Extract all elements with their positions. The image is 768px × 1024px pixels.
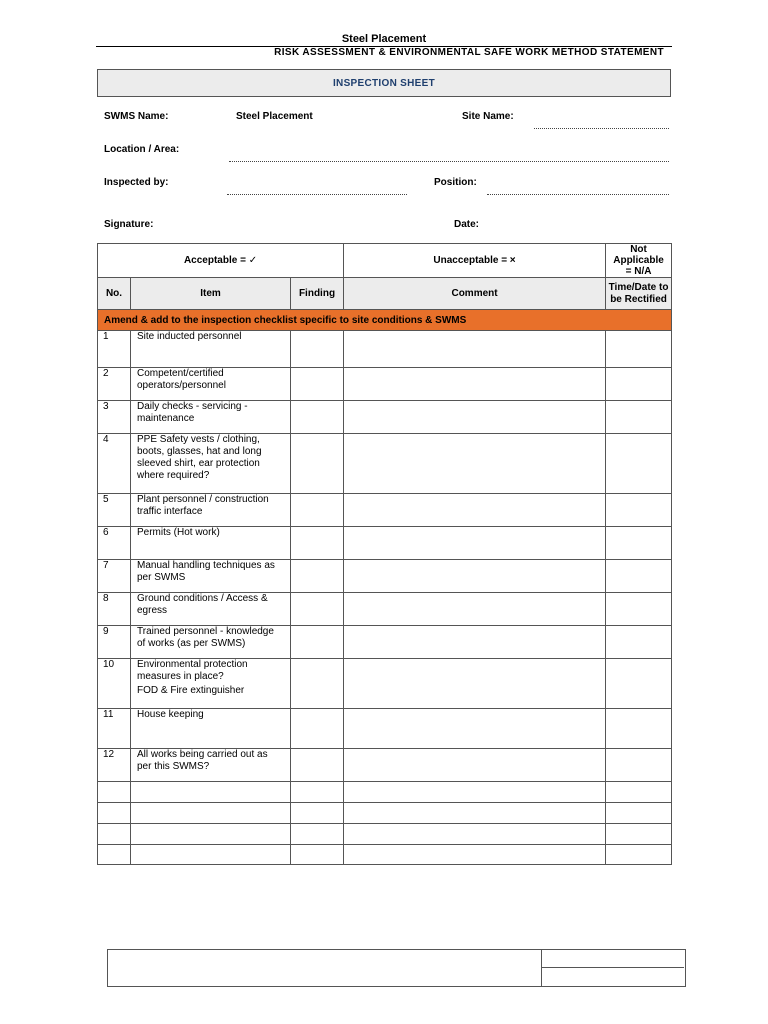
position-label: Position: xyxy=(434,177,477,188)
finding-cell[interactable] xyxy=(291,527,344,560)
swms-name-value[interactable]: Steel Placement xyxy=(236,111,313,122)
comment-cell[interactable] xyxy=(344,593,606,626)
row-item xyxy=(131,824,291,845)
comment-cell[interactable] xyxy=(344,709,606,749)
time-date-cell[interactable] xyxy=(606,626,672,659)
time-date-cell[interactable] xyxy=(606,527,672,560)
row-item xyxy=(131,527,291,560)
table-row xyxy=(98,494,672,527)
row-number xyxy=(98,845,131,865)
finding-cell[interactable] xyxy=(291,593,344,626)
table-row xyxy=(98,749,672,782)
finding-cell[interactable] xyxy=(291,494,344,527)
table-row xyxy=(98,368,672,401)
legend-row xyxy=(98,244,672,278)
row-number: 10 xyxy=(98,659,131,709)
row-number: 12 xyxy=(98,749,131,782)
row-item-text: House keeping xyxy=(137,709,204,720)
finding-cell[interactable] xyxy=(291,709,344,749)
location-field[interactable] xyxy=(229,161,669,162)
row-item-text: Permits (Hot work) xyxy=(137,527,220,538)
comment-cell[interactable] xyxy=(344,803,606,824)
time-date-cell[interactable] xyxy=(606,331,672,368)
footer-box xyxy=(107,949,686,987)
inspected-by-field[interactable] xyxy=(227,194,407,195)
finding-cell[interactable] xyxy=(291,434,344,494)
row-number: 2 xyxy=(98,368,131,401)
row-number: 6 xyxy=(98,527,131,560)
column-header-row xyxy=(98,278,672,310)
comment-cell[interactable] xyxy=(344,368,606,401)
date-label: Date: xyxy=(454,219,480,230)
amend-note-row xyxy=(98,310,672,331)
time-date-cell[interactable] xyxy=(606,401,672,434)
time-date-cell[interactable] xyxy=(606,368,672,401)
time-date-cell[interactable] xyxy=(606,749,672,782)
comment-cell[interactable] xyxy=(344,845,606,865)
legend-unacceptable: Unacceptable = × xyxy=(344,244,606,278)
comment-cell[interactable] xyxy=(344,401,606,434)
document-title: Steel Placement xyxy=(341,33,427,45)
row-item-text: Competent/certified operators/personnel xyxy=(137,368,226,391)
finding-cell[interactable] xyxy=(291,626,344,659)
finding-cell[interactable] xyxy=(291,368,344,401)
comment-cell[interactable] xyxy=(344,824,606,845)
swms-name-label: SWMS Name: xyxy=(104,111,169,122)
time-date-cell[interactable] xyxy=(606,494,672,527)
amend-note: Amend & add to the inspection checklist specific to site conditions & SWMS xyxy=(98,310,672,331)
table-row xyxy=(98,560,672,593)
comment-cell[interactable] xyxy=(344,626,606,659)
row-item xyxy=(131,782,291,803)
table-row xyxy=(98,709,672,749)
footer-divider xyxy=(541,949,542,987)
table-row xyxy=(98,401,672,434)
site-name-field[interactable] xyxy=(534,128,669,129)
row-number: 9 xyxy=(98,626,131,659)
comment-cell[interactable] xyxy=(344,494,606,527)
finding-cell[interactable] xyxy=(291,845,344,865)
table-row xyxy=(98,434,672,494)
inspection-sheet-banner: INSPECTION SHEET xyxy=(97,69,671,97)
row-number xyxy=(98,782,131,803)
comment-cell[interactable] xyxy=(344,749,606,782)
comment-cell[interactable] xyxy=(344,659,606,709)
signature-label: Signature: xyxy=(104,219,154,230)
legend-acceptable: Acceptable = ✓ xyxy=(98,244,344,278)
col-header-item: Item xyxy=(131,278,291,310)
finding-cell[interactable] xyxy=(291,824,344,845)
finding-cell[interactable] xyxy=(291,803,344,824)
finding-cell[interactable] xyxy=(291,749,344,782)
row-item xyxy=(131,749,291,782)
empty-row xyxy=(98,782,672,803)
row-item xyxy=(131,659,291,709)
row-item xyxy=(131,709,291,749)
row-item xyxy=(131,626,291,659)
table-row xyxy=(98,593,672,626)
time-date-cell[interactable] xyxy=(606,560,672,593)
time-date-cell[interactable] xyxy=(606,434,672,494)
row-number: 7 xyxy=(98,560,131,593)
table-row xyxy=(98,659,672,709)
row-item xyxy=(131,560,291,593)
row-number: 8 xyxy=(98,593,131,626)
row-number: 11 xyxy=(98,709,131,749)
comment-cell[interactable] xyxy=(344,782,606,803)
row-item-text: PPE Safety vests / clothing, boots, glasses, hat and long sleeved shirt, ear protection where required? xyxy=(137,434,262,481)
row-item-text: Trained personnel - knowledge of works (as per SWMS) xyxy=(137,626,274,649)
row-item xyxy=(131,593,291,626)
finding-cell[interactable] xyxy=(291,331,344,368)
finding-cell[interactable] xyxy=(291,659,344,709)
comment-cell[interactable] xyxy=(344,527,606,560)
inspected-by-label: Inspected by: xyxy=(104,177,169,188)
inspection-checklist-table xyxy=(97,243,672,865)
time-date-cell[interactable] xyxy=(606,824,672,845)
row-item xyxy=(131,401,291,434)
row-number: 1 xyxy=(98,331,131,368)
location-label: Location / Area: xyxy=(104,144,180,155)
time-date-cell[interactable] xyxy=(606,709,672,749)
row-item xyxy=(131,803,291,824)
row-item-text: Daily checks - servicing - maintenance xyxy=(137,401,248,424)
row-item-extra: FOD & Fire extinguisher xyxy=(137,685,245,696)
row-item xyxy=(131,845,291,865)
empty-row xyxy=(98,824,672,845)
finding-cell[interactable] xyxy=(291,401,344,434)
time-date-cell[interactable] xyxy=(606,845,672,865)
row-item-text: Manual handling techniques as per SWMS xyxy=(137,560,275,583)
row-item-text: All works being carried out as per this SWMS? xyxy=(137,749,268,772)
empty-row xyxy=(98,803,672,824)
comment-cell[interactable] xyxy=(344,331,606,368)
row-item xyxy=(131,434,291,494)
row-item xyxy=(131,331,291,368)
site-name-label: Site Name: xyxy=(462,111,514,122)
table-row xyxy=(98,626,672,659)
col-header-time-date: Time/Date to be Rectified xyxy=(606,278,672,310)
time-date-cell[interactable] xyxy=(606,593,672,626)
row-number xyxy=(98,824,131,845)
time-date-cell[interactable] xyxy=(606,782,672,803)
comment-cell[interactable] xyxy=(344,560,606,593)
table-row xyxy=(98,331,672,368)
row-item-text: Ground conditions / Access & egress xyxy=(137,593,268,616)
row-item-text: Environmental protection measures in place? xyxy=(137,659,248,682)
comment-cell[interactable] xyxy=(344,434,606,494)
row-item-text: Plant personnel / construction traffic interface xyxy=(137,494,269,517)
position-field[interactable] xyxy=(487,194,669,195)
row-item xyxy=(131,494,291,527)
row-number xyxy=(98,803,131,824)
row-number: 5 xyxy=(98,494,131,527)
time-date-cell[interactable] xyxy=(606,659,672,709)
row-number: 4 xyxy=(98,434,131,494)
finding-cell[interactable] xyxy=(291,560,344,593)
row-number: 3 xyxy=(98,401,131,434)
col-header-finding: Finding xyxy=(291,278,344,310)
col-header-comment: Comment xyxy=(344,278,606,310)
empty-row xyxy=(98,845,672,865)
legend-not-applicable: Not Applicable = N/A xyxy=(606,244,672,278)
row-item-text: Site inducted personnel xyxy=(137,331,242,342)
col-header-no: No. xyxy=(98,278,131,310)
row-item xyxy=(131,368,291,401)
footer-cell-divider xyxy=(541,967,684,968)
finding-cell[interactable] xyxy=(291,782,344,803)
table-row xyxy=(98,527,672,560)
time-date-cell[interactable] xyxy=(606,803,672,824)
document-subtitle: RISK ASSESSMENT & ENVIRONMENTAL SAFE WORK METHOD STATEMENT xyxy=(274,47,664,58)
